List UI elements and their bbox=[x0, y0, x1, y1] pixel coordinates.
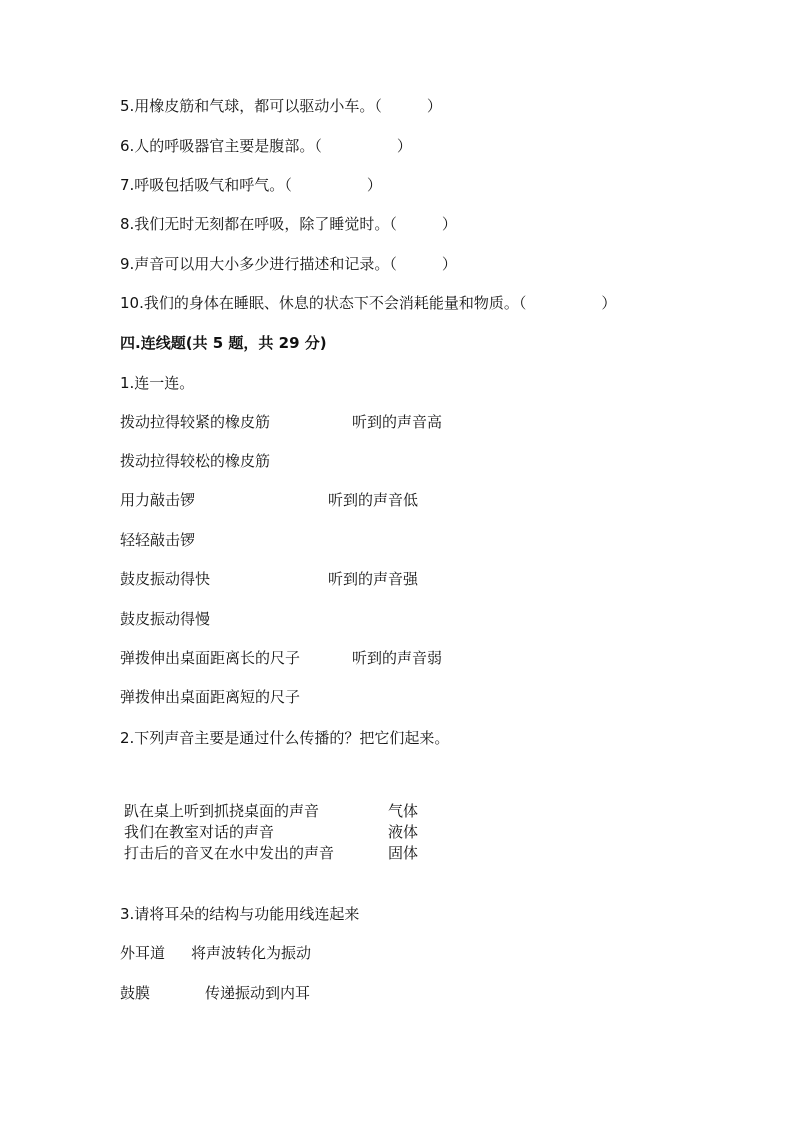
match3-left-item: 鼓膜 bbox=[120, 984, 151, 1002]
match3-prompt: 3.请将耳朵的结构与功能用线连起来 bbox=[120, 905, 360, 923]
judge-question-5: 5.用橡皮筋和气球，都可以驱动小车。（ ） bbox=[120, 97, 442, 115]
match2-left-item: 打击后的音叉在水中发出的声音 bbox=[124, 844, 335, 862]
section-title: 四.连线题(共 5 题，共 29 分) bbox=[120, 334, 327, 352]
match1-left-item: 鼓皮振动得快 bbox=[120, 570, 211, 588]
match1-left-item: 弹拨伸出桌面距离短的尺子 bbox=[120, 688, 301, 706]
match1-left-item: 用力敲击锣 bbox=[120, 491, 196, 509]
judge-question-7: 7.呼吸包括吸气和呼气。（ ） bbox=[120, 176, 382, 194]
match1-right-item: 听到的声音高 bbox=[352, 413, 443, 431]
judge-question-6: 6.人的呼吸器官主要是腹部。（ ） bbox=[120, 137, 412, 155]
judge-question-8: 8.我们无时无刻都在呼吸，除了睡觉时。（ ） bbox=[120, 215, 457, 233]
match1-prompt: 1.连一连。 bbox=[120, 374, 195, 392]
match2-prompt: 2.下列声音主要是通过什么传播的？把它们起来。 bbox=[120, 729, 450, 747]
match2-right-item: 气体 bbox=[388, 802, 419, 820]
match2-right-item: 固体 bbox=[388, 844, 419, 862]
match1-left-item: 拨动拉得较紧的橡皮筋 bbox=[120, 413, 271, 431]
match3-right-item: 传递振动到内耳 bbox=[205, 984, 311, 1002]
match1-right-item: 听到的声音低 bbox=[328, 491, 419, 509]
match1-right-item: 听到的声音强 bbox=[328, 570, 419, 588]
match1-left-item: 拨动拉得较松的橡皮筋 bbox=[120, 452, 271, 470]
judge-question-9: 9.声音可以用大小多少进行描述和记录。（ ） bbox=[120, 255, 457, 273]
match3-right-item: 将声波转化为振动 bbox=[191, 944, 312, 962]
judge-question-10: 10.我们的身体在睡眠、休息的状态下不会消耗能量和物质。（ ） bbox=[120, 294, 617, 312]
match1-left-item: 轻轻敲击锣 bbox=[120, 531, 196, 549]
match1-right-item: 听到的声音弱 bbox=[352, 649, 443, 667]
match2-right-item: 液体 bbox=[388, 823, 419, 841]
match3-left-item: 外耳道 bbox=[120, 944, 166, 962]
match1-left-item: 弹拨伸出桌面距离长的尺子 bbox=[120, 649, 301, 667]
match2-left-item: 我们在教室对话的声音 bbox=[124, 823, 275, 841]
match2-left-item: 趴在桌上听到抓挠桌面的声音 bbox=[124, 802, 320, 820]
match1-left-item: 鼓皮振动得慢 bbox=[120, 610, 211, 628]
